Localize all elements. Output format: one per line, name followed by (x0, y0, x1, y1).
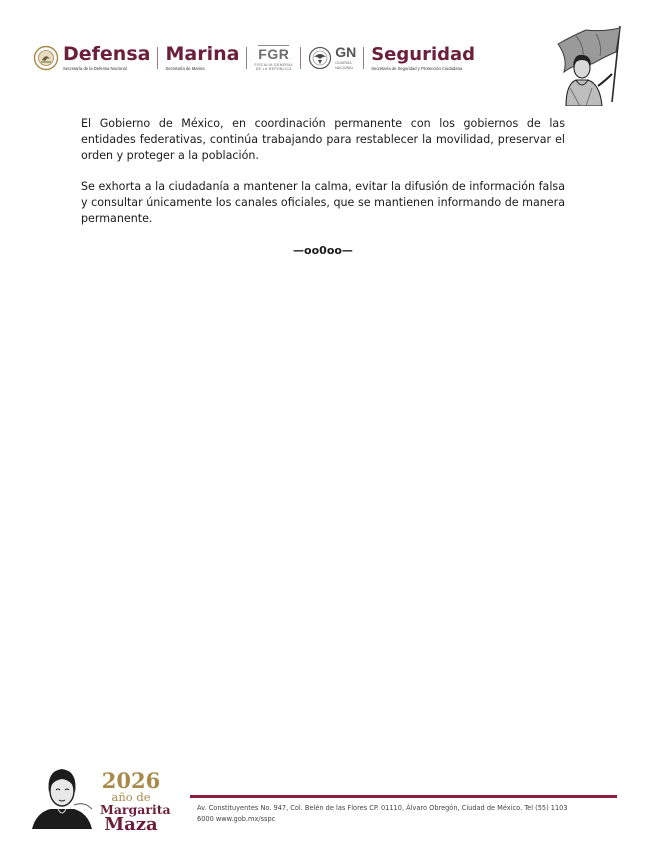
year-number: 2026 (101, 768, 161, 793)
logo-marina-title: Marina (165, 43, 240, 65)
letterhead (0, 0, 664, 110)
national-emblem-icon (33, 45, 59, 71)
logo-separator (363, 47, 364, 69)
margarita-maza-portrait-illustration (30, 765, 102, 829)
logo-marina-subtitle: Secretaría de Marina (165, 66, 205, 71)
logo-fgr-subtitle (254, 63, 293, 72)
logo-fgr-subtitle-line: FISCALÍA GENERAL (254, 62, 294, 67)
logo-marina (165, 45, 239, 71)
logo-separator (246, 47, 247, 69)
guardia-nacional-emblem-icon (308, 46, 332, 70)
body-paragraph: Se exhorta a la ciudadanía a mantener la calma, evitar la difusión de información falsa y consultar únicamente los canales oficiales, que se mantienen informando de manera permanente. (81, 180, 565, 225)
logo-gn-title: GN (335, 44, 357, 61)
year-of-label: año de (111, 790, 151, 804)
logo-defensa-subtitle: Secretaría de la Defensa Nacional (63, 66, 127, 71)
logo-gn-subtitle (335, 61, 356, 70)
footer-address-line: 6000 www.gob.mx/sspc (197, 815, 276, 823)
logo-defensa-title: Defensa (63, 43, 151, 65)
logo-fgr (254, 45, 293, 72)
year-name-first: Margarita (100, 802, 171, 818)
year-name-last: Maza (104, 814, 158, 836)
logo-separator (157, 47, 158, 69)
logo-fgr-title: FGR (258, 45, 290, 62)
logo-seguridad-subtitle: Secretaría de Seguridad y Protección Ciudadana (371, 65, 463, 71)
press-release-body (81, 116, 565, 259)
logo-gn (335, 45, 356, 70)
logo-separator (300, 47, 301, 69)
logo-fgr-subtitle-line: DE LA REPÚBLICA (255, 67, 292, 71)
institution-logos (33, 42, 475, 74)
logo-seguridad (371, 43, 476, 71)
year-commemoration-logo (100, 768, 171, 836)
logo-seguridad-title: Seguridad (371, 43, 476, 65)
logo-defensa (63, 45, 150, 71)
footer-address-line: Av. Constituyentes No. 947, Col. Belén de las Flores CP. 01110, Álvaro Obregón, Ciudad de México. Tel (55) 1103 (197, 804, 568, 812)
closing-mark: —oo0oo— (293, 243, 353, 257)
logo-gn-subtitle-line: NACIONAL (335, 66, 354, 70)
footer-divider (190, 795, 617, 798)
body-paragraph: El Gobierno de México, en coordinación permanente con los gobiernos de las entidades federativas, continúa trabajando para restablecer la movilidad, preservar el orden y proteger a la población. (81, 117, 565, 162)
logo-gn-subtitle-line: GUARDIA (335, 61, 352, 66)
woman-with-flag-illustration (546, 22, 632, 106)
footer-address (197, 803, 597, 825)
